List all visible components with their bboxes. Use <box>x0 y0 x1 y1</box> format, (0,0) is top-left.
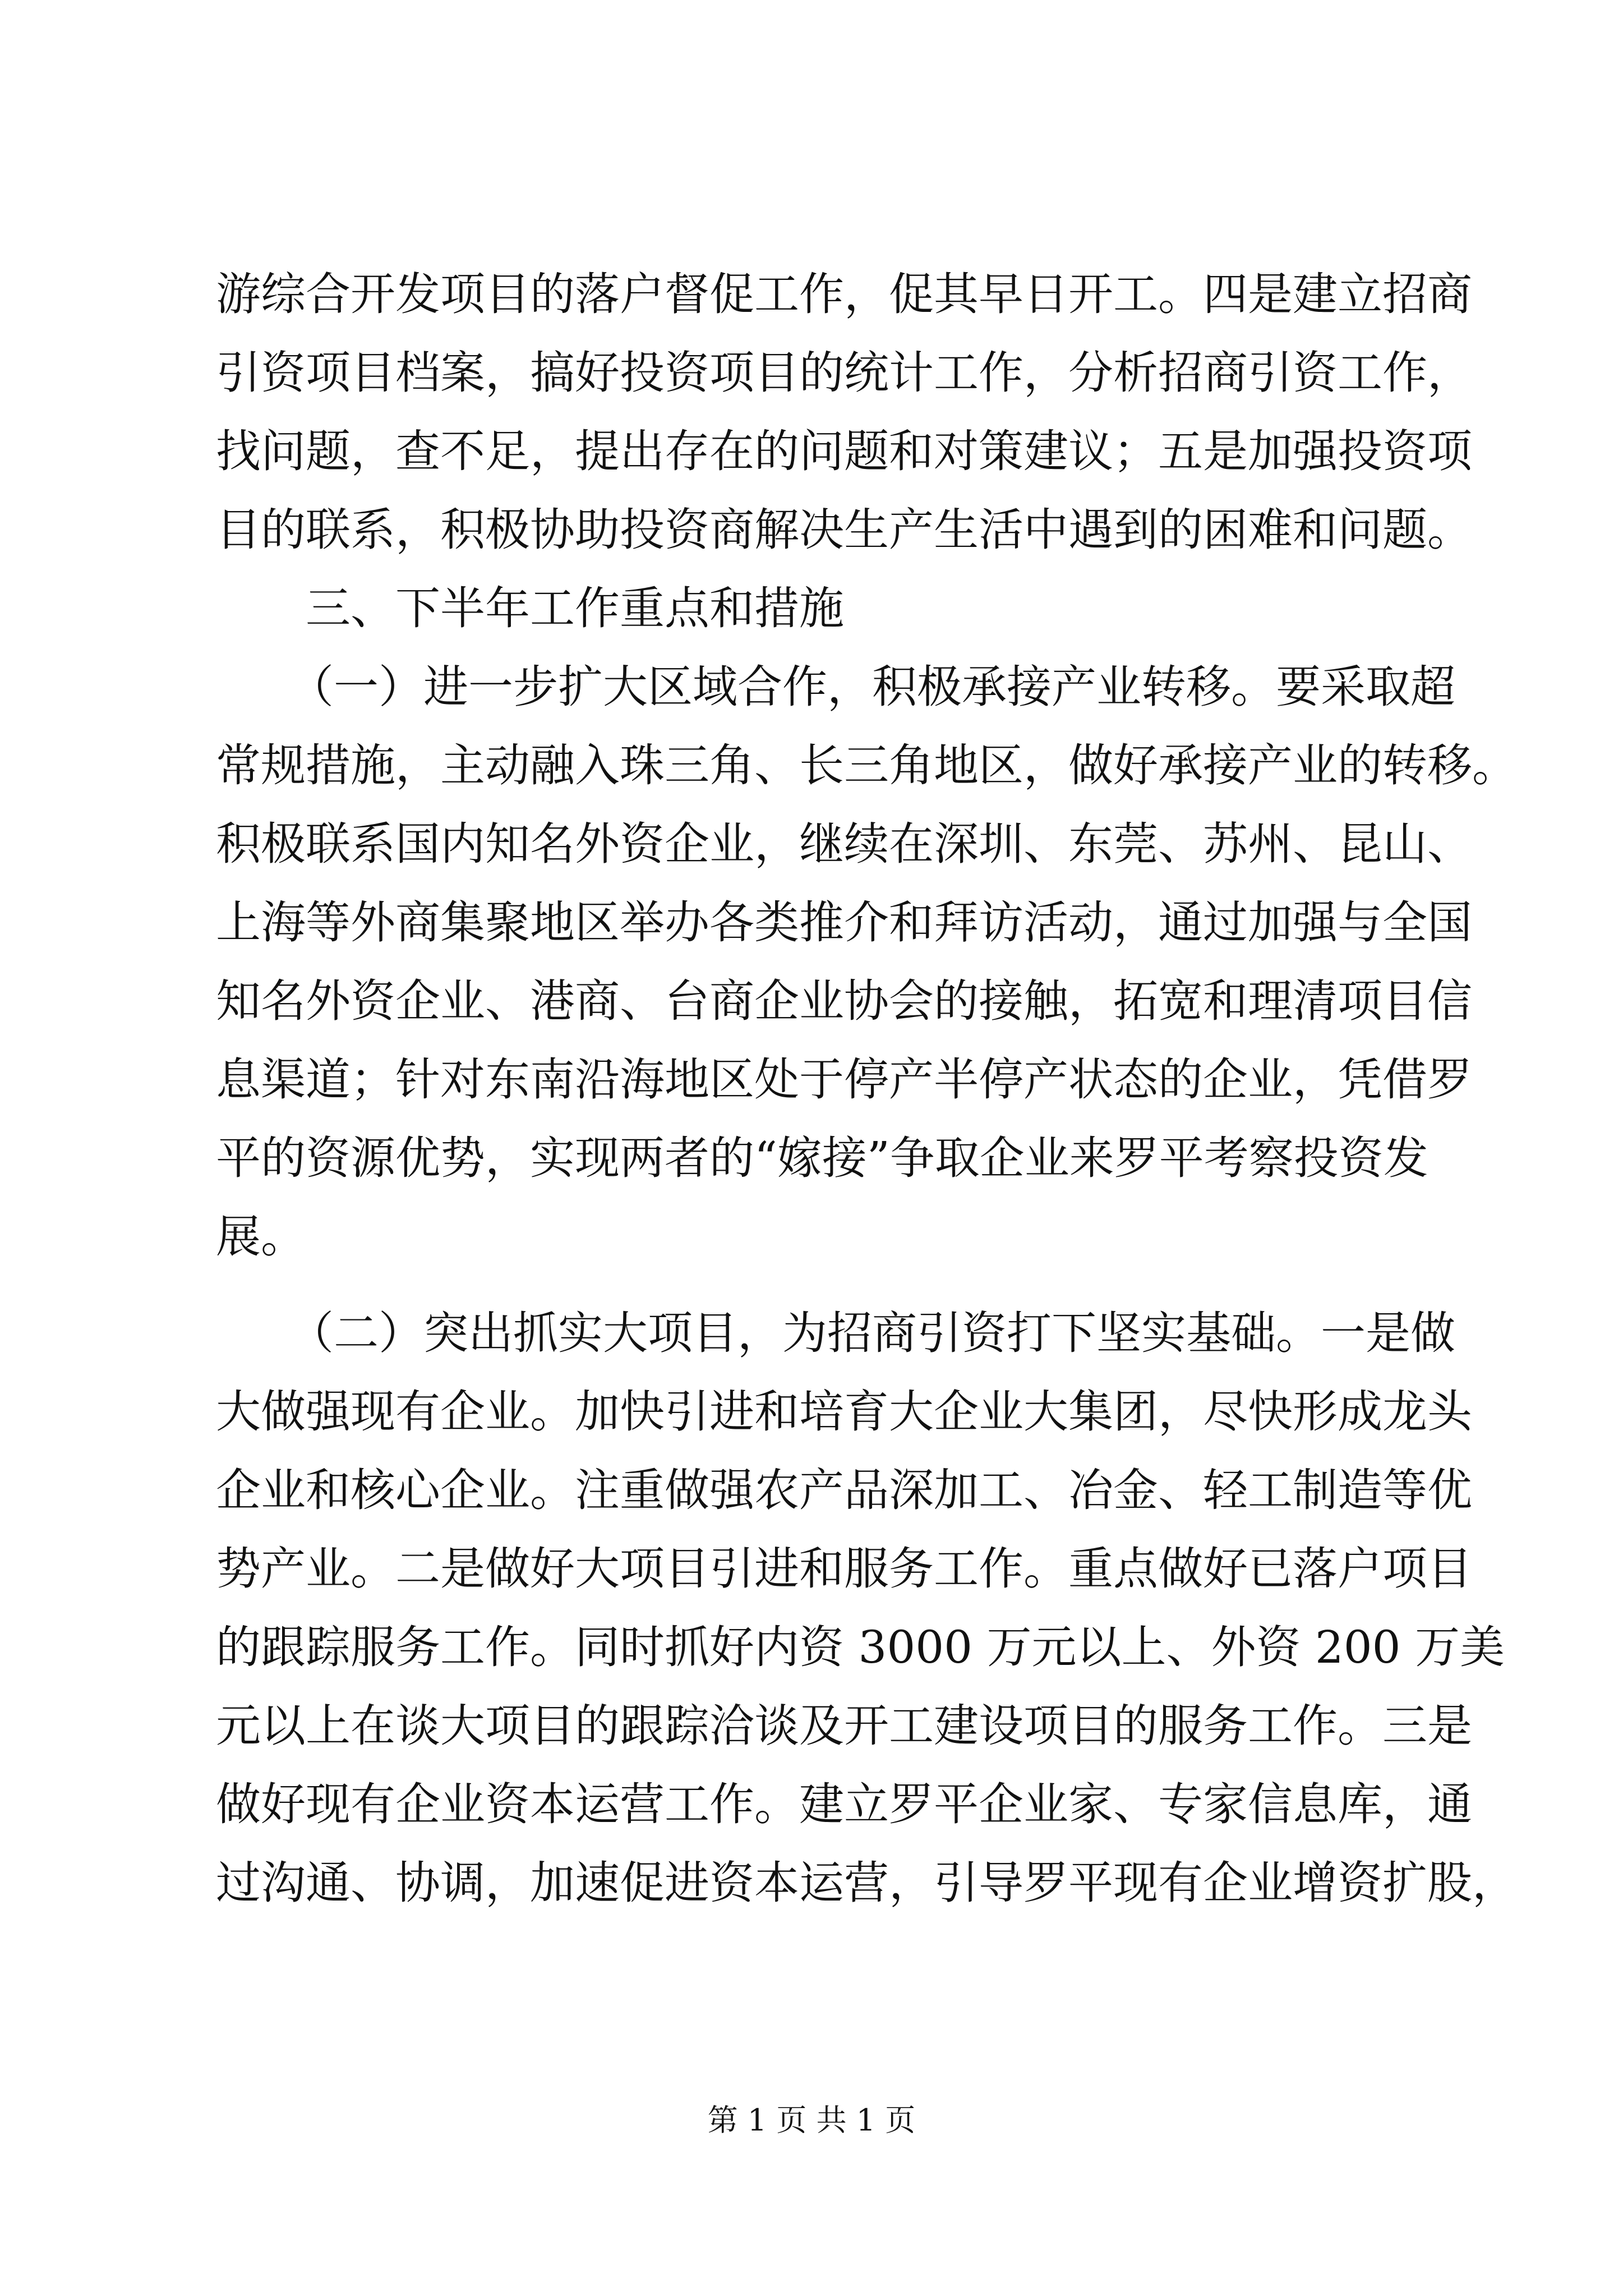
text-line: 平的资源优势，实现两者的“嫁接”争取企业来罗平考察投资发 <box>216 1132 1428 1184</box>
text-line: （一）进一步扩大区域合作，积极承接产业转移。要采取超 <box>289 661 1455 713</box>
text-line: 游综合开发项目的落户督促工作，促其早日开工。四是建立招商 <box>216 268 1472 320</box>
text-line: 常规措施，主动融入珠三角、长三角地区，做好承接产业的转移。 <box>216 739 1517 792</box>
text-line: 势产业。二是做好大项目引进和服务工作。重点做好已落户项目 <box>216 1543 1472 1595</box>
subsection-2 <box>216 1294 1517 1922</box>
text-line: 的跟踪服务工作。同时抓好内资 3000 万元以上、外资 200 万美 <box>216 1621 1505 1673</box>
paragraph-continuation <box>216 255 1472 569</box>
text-line: 知名外资企业、港商、台商企业协会的接触，拓宽和理清项目信 <box>216 975 1472 1027</box>
text-line: 目的联系，积极协助投资商解决生产生活中遇到的困难和问题。 <box>216 504 1472 556</box>
text-line: 积极联系国内知名外资企业，继续在深圳、东莞、苏州、昆山、 <box>216 818 1472 870</box>
text-line: 找问题，查不足，提出存在的问题和对策建议；五是加强投资项 <box>216 425 1472 477</box>
text-line: 大做强现有企业。加快引进和培育大企业大集团，尽快形成龙头 <box>216 1386 1472 1438</box>
text-line: 企业和核心企业。注重做强农产品深加工、冶金、轻工制造等优 <box>216 1464 1472 1516</box>
text-line: 做好现有企业资本运营工作。建立罗平企业家、专家信息库，通 <box>216 1778 1472 1830</box>
text-line: （二）突出抓实大项目，为招商引资打下坚实基础。一是做 <box>289 1307 1455 1359</box>
document-body <box>216 255 1517 1922</box>
text-line: 展。 <box>216 1211 306 1263</box>
text-line: 息渠道；针对东南沿海地区处于停产半停产状态的企业，凭借罗 <box>216 1053 1472 1106</box>
text-line: 上海等外商集聚地区举办各类推介和拜访活动，通过加强与全国 <box>216 896 1472 949</box>
section-heading: 三、下半年工作重点和措施 <box>306 582 844 634</box>
page-footer: 第 1 页 共 1 页 <box>707 2102 916 2138</box>
paragraph-gap <box>216 1276 1427 1294</box>
subsection-1 <box>216 648 1517 1276</box>
text-line: 元以上在谈大项目的跟踪洽谈及开工建设项目的服务工作。三是 <box>216 1700 1472 1752</box>
text-line: 过沟通、协调，加速促进资本运营，引导罗平现有企业增资扩股， <box>216 1857 1517 1909</box>
text-line: 引资项目档案，搞好投资项目的统计工作，分析招商引资工作， <box>216 347 1472 399</box>
